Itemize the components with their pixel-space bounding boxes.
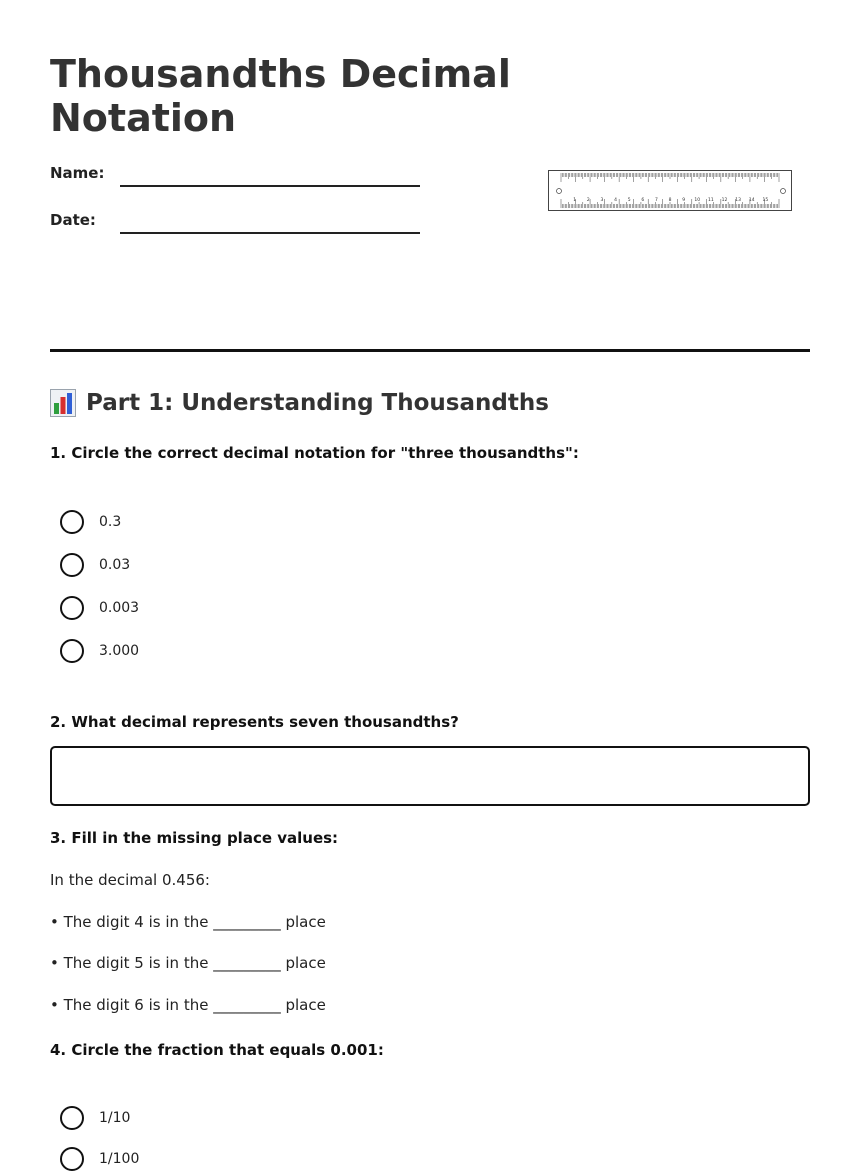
question-3-intro: In the decimal 0.456: — [50, 871, 210, 889]
q1-option[interactable] — [60, 638, 139, 664]
radio-button[interactable] — [60, 553, 84, 577]
ruler-hole — [557, 189, 562, 194]
place-value-line[interactable]: • The digit 6 is in the _________ place — [50, 996, 326, 1014]
place-value-line[interactable]: • The digit 5 is in the _________ place — [50, 954, 326, 972]
ruler-number: 1 — [573, 198, 577, 203]
ruler-number: 13 — [735, 198, 741, 203]
ruler-number: 8 — [668, 198, 672, 203]
ruler-graphic — [549, 171, 791, 210]
ruler-number: 14 — [748, 198, 755, 203]
ruler-number: 15 — [762, 198, 769, 203]
ruler-number: 10 — [694, 198, 701, 203]
question-2: 2. What decimal represents seven thousandths? — [50, 713, 459, 731]
question-1: 1. Circle the correct decimal notation for "three thousandths": — [50, 444, 579, 462]
ruler-number: 6 — [641, 198, 645, 203]
option-label: 3.000 — [99, 643, 140, 659]
q4-option[interactable] — [60, 1105, 130, 1131]
ruler-number: 7 — [654, 198, 658, 203]
name-label: Name: — [50, 164, 105, 182]
answer-input-box[interactable] — [50, 746, 810, 806]
q1-option[interactable] — [60, 552, 130, 578]
date-line[interactable] — [120, 232, 420, 234]
option-label: 1/10 — [99, 1110, 131, 1126]
radio-button[interactable] — [60, 1106, 84, 1130]
name-line[interactable] — [120, 185, 420, 187]
radio-button[interactable] — [60, 596, 84, 620]
ruler-number: 4 — [614, 198, 617, 203]
ruler-number: 11 — [708, 198, 714, 203]
radio-button[interactable] — [60, 1147, 84, 1171]
section-divider — [50, 349, 810, 352]
option-label: 0.003 — [99, 600, 140, 616]
ruler-hole — [781, 189, 786, 194]
ruler-number: 2 — [586, 198, 590, 203]
q1-option[interactable] — [60, 595, 139, 621]
question-4: 4. Circle the fraction that equals 0.001: — [50, 1041, 384, 1059]
option-label: 0.03 — [99, 557, 131, 573]
date-label: Date: — [50, 211, 96, 229]
radio-button[interactable] — [60, 639, 84, 663]
option-label: 0.3 — [99, 514, 122, 530]
question-3: 3. Fill in the missing place values: — [50, 829, 339, 847]
section-heading — [50, 386, 549, 420]
ruler-image — [548, 170, 792, 211]
ruler-number: 5 — [627, 198, 631, 203]
q1-option[interactable] — [60, 509, 121, 535]
radio-button[interactable] — [60, 510, 84, 534]
ruler-number: 9 — [682, 198, 686, 203]
bar-chart-icon — [50, 389, 76, 417]
ruler-number: 12 — [721, 198, 728, 203]
section-title: Part 1: Understanding Thousandths — [86, 390, 549, 416]
option-label: 1/100 — [99, 1151, 140, 1167]
page-title: Thousandths Decimal Notation — [50, 52, 511, 140]
ruler-number: 3 — [600, 198, 604, 203]
place-value-line[interactable]: • The digit 4 is in the _________ place — [50, 913, 326, 931]
q4-option[interactable] — [60, 1146, 139, 1172]
